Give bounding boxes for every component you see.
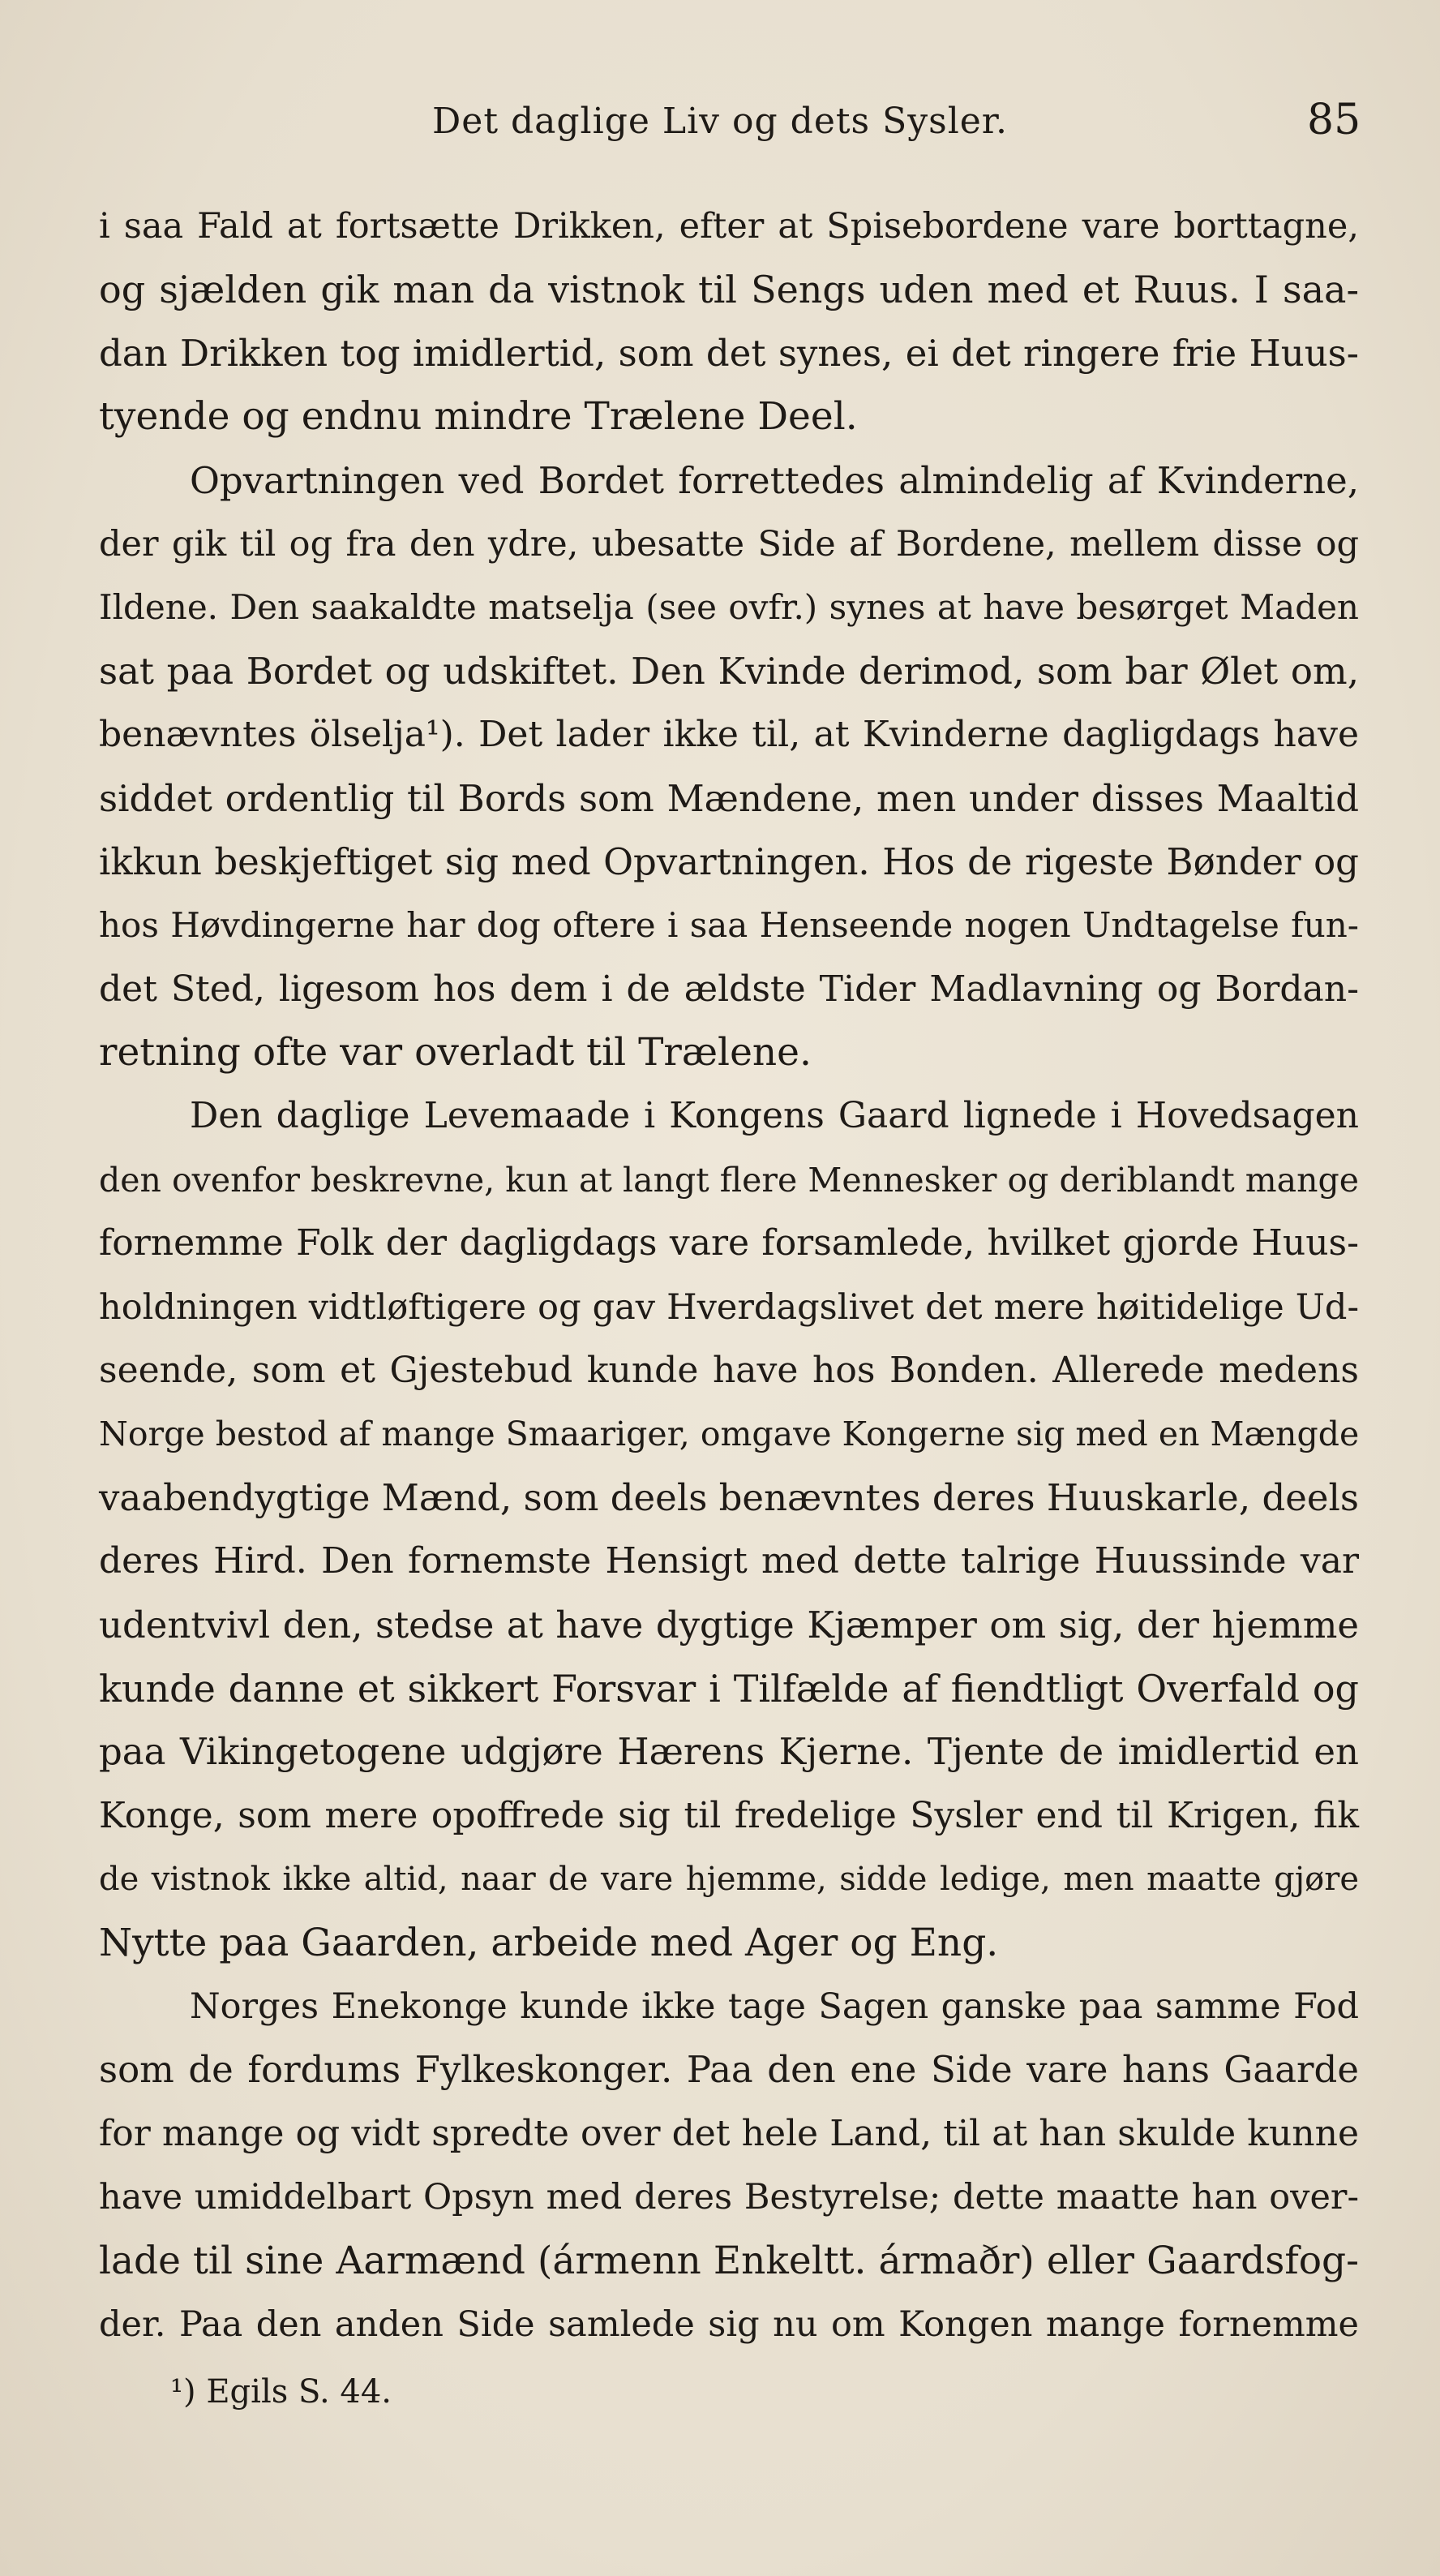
footnote: ¹) Egils S. 44. (170, 2373, 392, 2411)
text-line: udentvivl den, stedse at have dygtige Kjæmper om sig, der hjemme (99, 1603, 1359, 1646)
text-line: kunde danne et sikkert Forsvar i Tilfælde af fiendtligt Overfald og (99, 1666, 1359, 1711)
text-line: ikkun beskjeftiget sig med Opvartningen. Hos de rigeste Bønder og (99, 839, 1359, 883)
text-line: Norges Enekonge kunde ikke tage Sagen ganske paa samme Fod (190, 1986, 1359, 2027)
text-line: der. Paa den anden Side samlede sig nu om Kongen mange fornemme (99, 2303, 1359, 2345)
text-line: lade til sine Aarmænd (ármenn Enkeltt. ármaðr) eller Gaardsfog- (99, 2238, 1359, 2283)
text-line: Konge, som mere opoffrede sig til fredelige Sysler end til Krigen, fik (99, 1794, 1359, 1836)
text-line: vaabendygtige Mænd, som deels benævntes deres Huuskarle, deels (99, 1475, 1359, 1519)
text-line: benævntes ölselja¹). Det lader ikke til, at Kvinderne dagligdags have (99, 714, 1359, 756)
text-line: dan Drikken tog imidlertid, som det synes, ei det ringere frie Huus- (99, 331, 1359, 375)
text-line: der gik til og fra den ydre, ubesatte Side af Bordene, mellem disse og (99, 523, 1359, 565)
page-number: 85 (1307, 96, 1361, 144)
text-line: de vistnok ikke altid, naar de vare hjemme, sidde ledige, men maatte gjøre (99, 1861, 1359, 1899)
text-line: den ovenfor beskrevne, kun at langt flere Mennesker og deriblandt mange (99, 1160, 1359, 1200)
text-line: Norge bestod af mange Smaariger, omgave Kongerne sig med en Mængde (99, 1415, 1360, 1454)
text-line: paa Vikingetogene udgjøre Hærens Kjerne. Tjente de imidlertid en (99, 1730, 1359, 1774)
text-line: fornemme Folk der dagligdags vare forsamlede, hvilket gjorde Huus- (99, 1222, 1359, 1264)
text-line: og sjælden gik man da vistnok til Sengs uden med et Ruus. I saa- (99, 268, 1359, 312)
text-line: som de fordums Fylkeskonger. Paa den ene Side vare hans Gaarde (99, 2048, 1359, 2092)
body-text (99, 195, 1359, 2356)
text-line: det Sted, ligesom hos dem i de ældste Tider Madlavning og Bordan- (99, 968, 1359, 1010)
text-line: for mange og vidt spredte over det hele Land, til at han skulde kunne (99, 2112, 1359, 2154)
text-line: siddet ordentlig til Bords som Mændene, men under disses Maaltid (99, 776, 1359, 820)
text-line: Opvartningen ved Bordet forrettedes almindelig af Kvinderne, (190, 458, 1359, 502)
text-line: sat paa Bordet og udskiftet. Den Kvinde derimod, som bar Ølet om, (99, 649, 1359, 693)
running-title: Det daglige Liv og dets Sysler. (432, 101, 1008, 142)
text-line: Den daglige Levemaade i Kongens Gaard lignede i Hovedsagen (190, 1095, 1359, 1137)
text-line: Ildene. Den saakaldte matselja (see ovfr.) synes at have besørget Maden (99, 587, 1359, 628)
text-line: deres Hird. Den fornemste Hensigt med dette talrige Huussinde var (99, 1540, 1359, 1582)
text-line: holdningen vidtløftigere og gav Hverdagslivet det mere høitidelige Ud- (99, 1286, 1359, 1328)
text-line: tyende og endnu mindre Trælene Deel. (99, 394, 858, 440)
text-line: have umiddelbart Opsyn med deres Bestyrelse; dette maatte han over- (99, 2177, 1359, 2218)
text-line: i saa Fald at fortsætte Drikken, efter at Spisebordene vare borttagne, (99, 206, 1359, 247)
text-line: seende, som et Gjestebud kunde have hos Bonden. Allerede medens (99, 1350, 1359, 1392)
text-line: retning ofte var overladt til Trælene. (99, 1030, 812, 1075)
text-line: hos Høvdingerne har dog oftere i saa Henseende nogen Undtagelse fun- (99, 905, 1359, 946)
text-line: Nytte paa Gaarden, arbeide med Ager og Eng. (99, 1920, 999, 1965)
